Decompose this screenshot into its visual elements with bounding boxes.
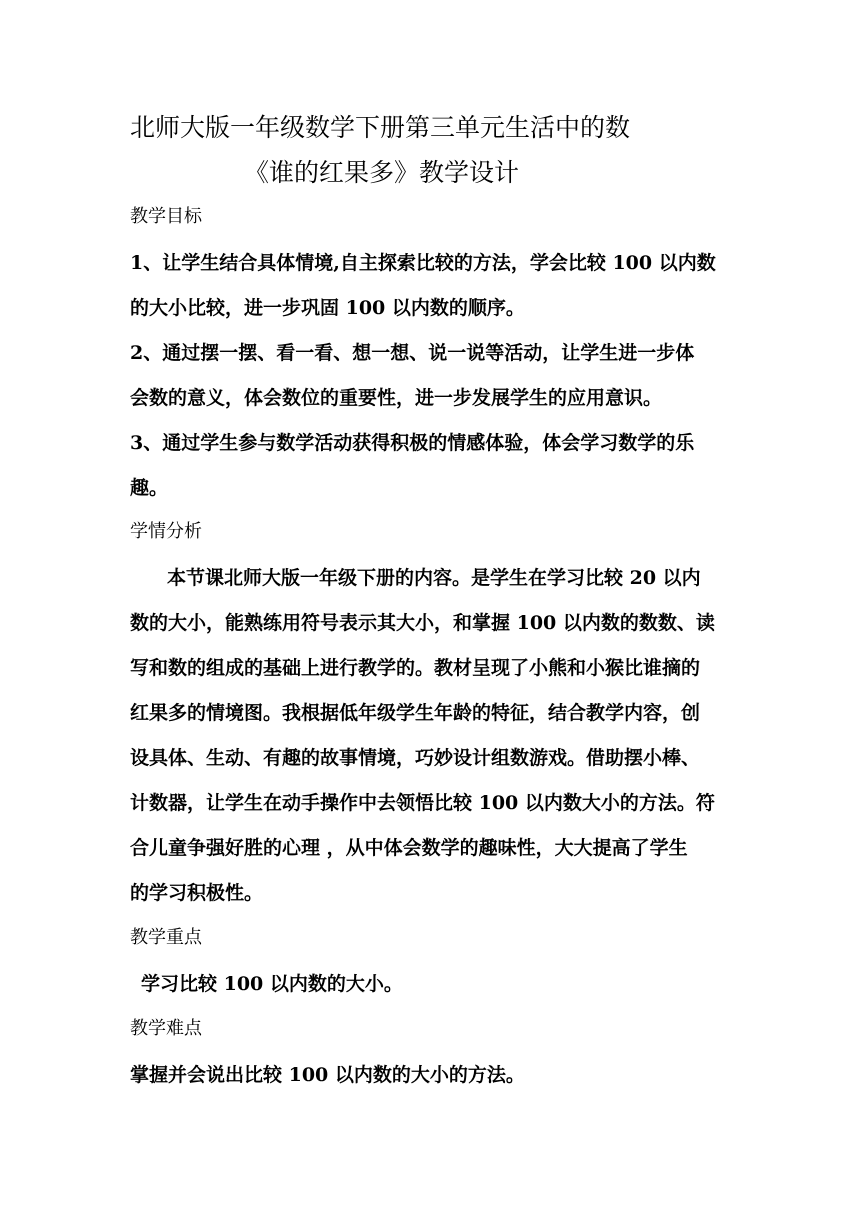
section-heading-objectives: 教学目标 (130, 206, 202, 227)
analysis-line: 的学习积极性。 (130, 882, 264, 904)
section-heading-difficulty: 教学难点 (130, 1018, 202, 1039)
document-subtitle: 《谁的红果多》教学设计 (244, 158, 520, 187)
objectives-line: 3、通过学生参与数学活动获得积极的情感体验，体会学习数学的乐 (130, 432, 695, 454)
analysis-line: 写和数的组成的基础上进行教学的。教材呈现了小熊和小猴比谁摘的 (130, 657, 701, 679)
analysis-line: 数的大小，能熟练用符号表示其大小，和掌握 100 以内数的数数、读 (130, 612, 715, 634)
objectives-line: 会数的意义，体会数位的重要性，进一步发展学生的应用意识。 (130, 387, 663, 409)
analysis-line: 设具体、生动、有趣的故事情境，巧妙设计组数游戏。借助摆小棒、 (130, 747, 701, 769)
objectives-line: 趣。 (130, 477, 169, 499)
section-heading-key-point: 教学重点 (130, 927, 202, 948)
analysis-line: 红果多的情境图。我根据低年级学生年龄的特征，结合教学内容，创 (130, 702, 701, 724)
objectives-line: 的大小比较，进一步巩固 100 以内数的顺序。 (130, 297, 525, 319)
analysis-line: 合儿童争强好胜的心理 ，从中体会数学的趣味性，大大提高了学生 (130, 837, 688, 859)
key-point-line: 学习比较 100 以内数的大小。 (141, 973, 403, 995)
objectives-line: 1、让学生结合具体情境,自主探索比较的方法，学会比较 100 以内数 (130, 252, 716, 274)
difficulty-line: 掌握并会说出比较 100 以内数的大小的方法。 (130, 1064, 525, 1086)
document-title: 北师大版一年级数学下册第三单元生活中的数 (130, 113, 631, 142)
analysis-line: 本节课北师大版一年级下册的内容。是学生在学习比较 20 以内 (167, 567, 701, 589)
objectives-line: 2、通过摆一摆、看一看、想一想、说一说等活动，让学生进一步体 (130, 342, 695, 364)
analysis-line: 计数器，让学生在动手操作中去领悟比较 100 以内数大小的方法。符 (130, 792, 715, 814)
section-heading-analysis: 学情分析 (130, 521, 202, 542)
